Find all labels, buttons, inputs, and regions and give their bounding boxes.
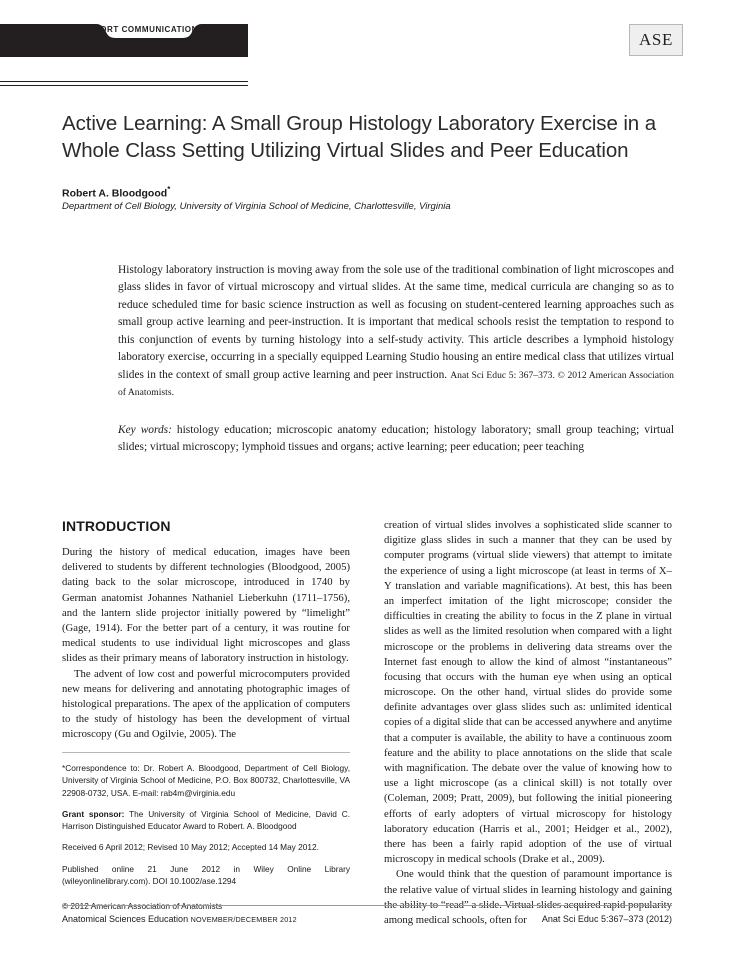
title-block bbox=[62, 110, 672, 212]
page-footer bbox=[62, 905, 672, 924]
column-right bbox=[384, 518, 672, 928]
footer-issue-date: NOVEMBER/DECEMBER 2012 bbox=[190, 915, 297, 924]
grant-sponsor-note bbox=[62, 808, 350, 833]
article-type-label: SHORT COMMUNICATION bbox=[88, 25, 198, 34]
footnotes-block bbox=[62, 752, 350, 921]
footer-journal-info bbox=[62, 914, 297, 924]
ase-journal-logo: ASE bbox=[629, 24, 683, 56]
published-online-note: Published online 21 June 2012 in Wiley Online Library (wileyonlinelibrary.com). DOI 10.1002/ase.1294 bbox=[62, 863, 350, 886]
keywords-block bbox=[118, 422, 674, 457]
footer-citation: Anat Sci Educ 5:367–373 (2012) bbox=[541, 914, 672, 924]
page-header bbox=[0, 0, 733, 90]
author-byline bbox=[62, 185, 672, 200]
abstract-text bbox=[118, 262, 674, 402]
paragraph: creation of virtual slides involves a sophisticated slide scanner to digitize glass slides in such a manner that they can be used by computer programs (virtual slide viewers) that attempt to imitate the experience of using a light microscope (at least in terms of X–Y translation and variable magnifications). At best, this has been an imperfect imitation of the light microscope; consider the difficulties in creating the ability to focus in the Z plane in virtual slides as well as the limited resolution when compared with a light microscope or the problems in delivering data streams over the Internet fast enough to allow the kind of almost “instantaneous” focusing that occurs with the human eye when using an optical microscope. On the other hand, virtual slides do provide some definite advantages over glass slides such as: unlimited identical copies of a digital slide that can be accessed anywhere and anytime that a computer is available, the ability to have a continuous zoom feature and the ability to place annotations on the slide that scale with magnification. The debate over the value of knowing how to use a light microscope (as a clinical skill) is not totally over (Coleman, 2009; Pratt, 2009), but following the initial pioneering efforts of early adopters of virtual microscopy for histology laboratory education (Harris et al., 2001; Heidger et al., 2002), there has been a fairly rapid adoption of the use of virtual microscopy in medical schools (Drake et al., 2009). bbox=[384, 519, 672, 866]
author-correspondence-marker: * bbox=[167, 184, 171, 194]
correspondence-note: *Correspondence to: Dr. Robert A. Bloodgood, Department of Cell Biology, University of Virginia School of Medicine, P.O. Box 800732, Charlottesville, VA 22908-0732, USA. E-mail: rab4m@virginia.edu bbox=[62, 763, 350, 798]
author-affiliation: Department of Cell Biology, University of Virginia School of Medicine, Charlottesville, Virginia bbox=[62, 201, 451, 212]
abstract-block bbox=[118, 262, 674, 456]
author-name: Robert A. Bloodgood bbox=[62, 187, 168, 199]
column-left bbox=[62, 518, 350, 742]
banner-underline bbox=[0, 81, 248, 86]
copyright-note: © 2012 American Association of Anatomists bbox=[62, 901, 223, 912]
section-heading-introduction: INTRODUCTION bbox=[62, 518, 171, 534]
keywords-label: Key words: bbox=[118, 423, 172, 436]
footer-journal-name: Anatomical Sciences Education bbox=[62, 914, 191, 924]
paragraph: One would think that the question of paramount importance is the relative value of virtual slides in learning histology and gaining the ability to “read” a slide. Virtual slides acquired rapid popularity among medical schools, often for bbox=[384, 868, 672, 926]
paragraph: The advent of low cost and powerful microcomputers provided new means for delivering and annotating photographic images of histological preparations. The apex of the application of computers to the study of histology has been the development of virtual microscopy (Gu and Ogilvie, 2005). The bbox=[62, 667, 350, 741]
grant-sponsor-label: Grant sponsor: bbox=[62, 808, 125, 819]
abstract-body: Histology laboratory instruction is moving away from the sole use of the traditional combination of light microscopes and glass slides in favor of virtual microscopy and virtual slides. At the same time, medical curricula are changing so as to reduce scheduled time for basic science instruction as well as focusing on student-centered learning approaches such as small group active learning and peer-instruction. It is important that medical schools resist the temptation to respond to this conjunction of events by turning histology into a self-study activity. This article describes a lymphoid histology laboratory exercise, occurring in a specially equipped Learning Studio housing an entire medical class that utilizes virtual slides in the context of small group active learning and peer instruction. bbox=[118, 264, 674, 381]
received-dates-note: Received 6 April 2012; Revised 10 May 2012; Accepted 14 May 2012. bbox=[62, 842, 319, 853]
grant-sponsor-text: The University of Virginia School of Medicine, David C. Harrison Distinguished Educator Award to Robert. A. Bloodgood bbox=[62, 808, 350, 832]
keywords-list: histology education; microscopic anatomy education; histology laboratory; small group teaching; virtual slides; virtual microscopy; lymphoid tissues and organs; active learning; peer education; peer teaching bbox=[118, 423, 674, 453]
page-title: Active Learning: A Small Group Histology Laboratory Exercise in a Whole Class Setting Utilizing Virtual Slides and Peer Education bbox=[62, 112, 656, 163]
abstract-citation: Anat Sci Educ 5: 367–373. © 2012 American Association of Anatomists. bbox=[118, 369, 674, 399]
paragraph: During the history of medical education, images have been delivered to students by different technologies (Bloodgood, 2005) dating back to the solar microscope, introduced in 1740 by German anatomist Johannes Nathaniel Lieberkuhn (1711–1756), and the lantern slide projector initially powered by “limelight” (Gage, 1914). For the better part of a century, it was routine for medical students to use individual light microscopes and glass slides as their primary means of laboratory instruction in histology. bbox=[62, 546, 350, 665]
